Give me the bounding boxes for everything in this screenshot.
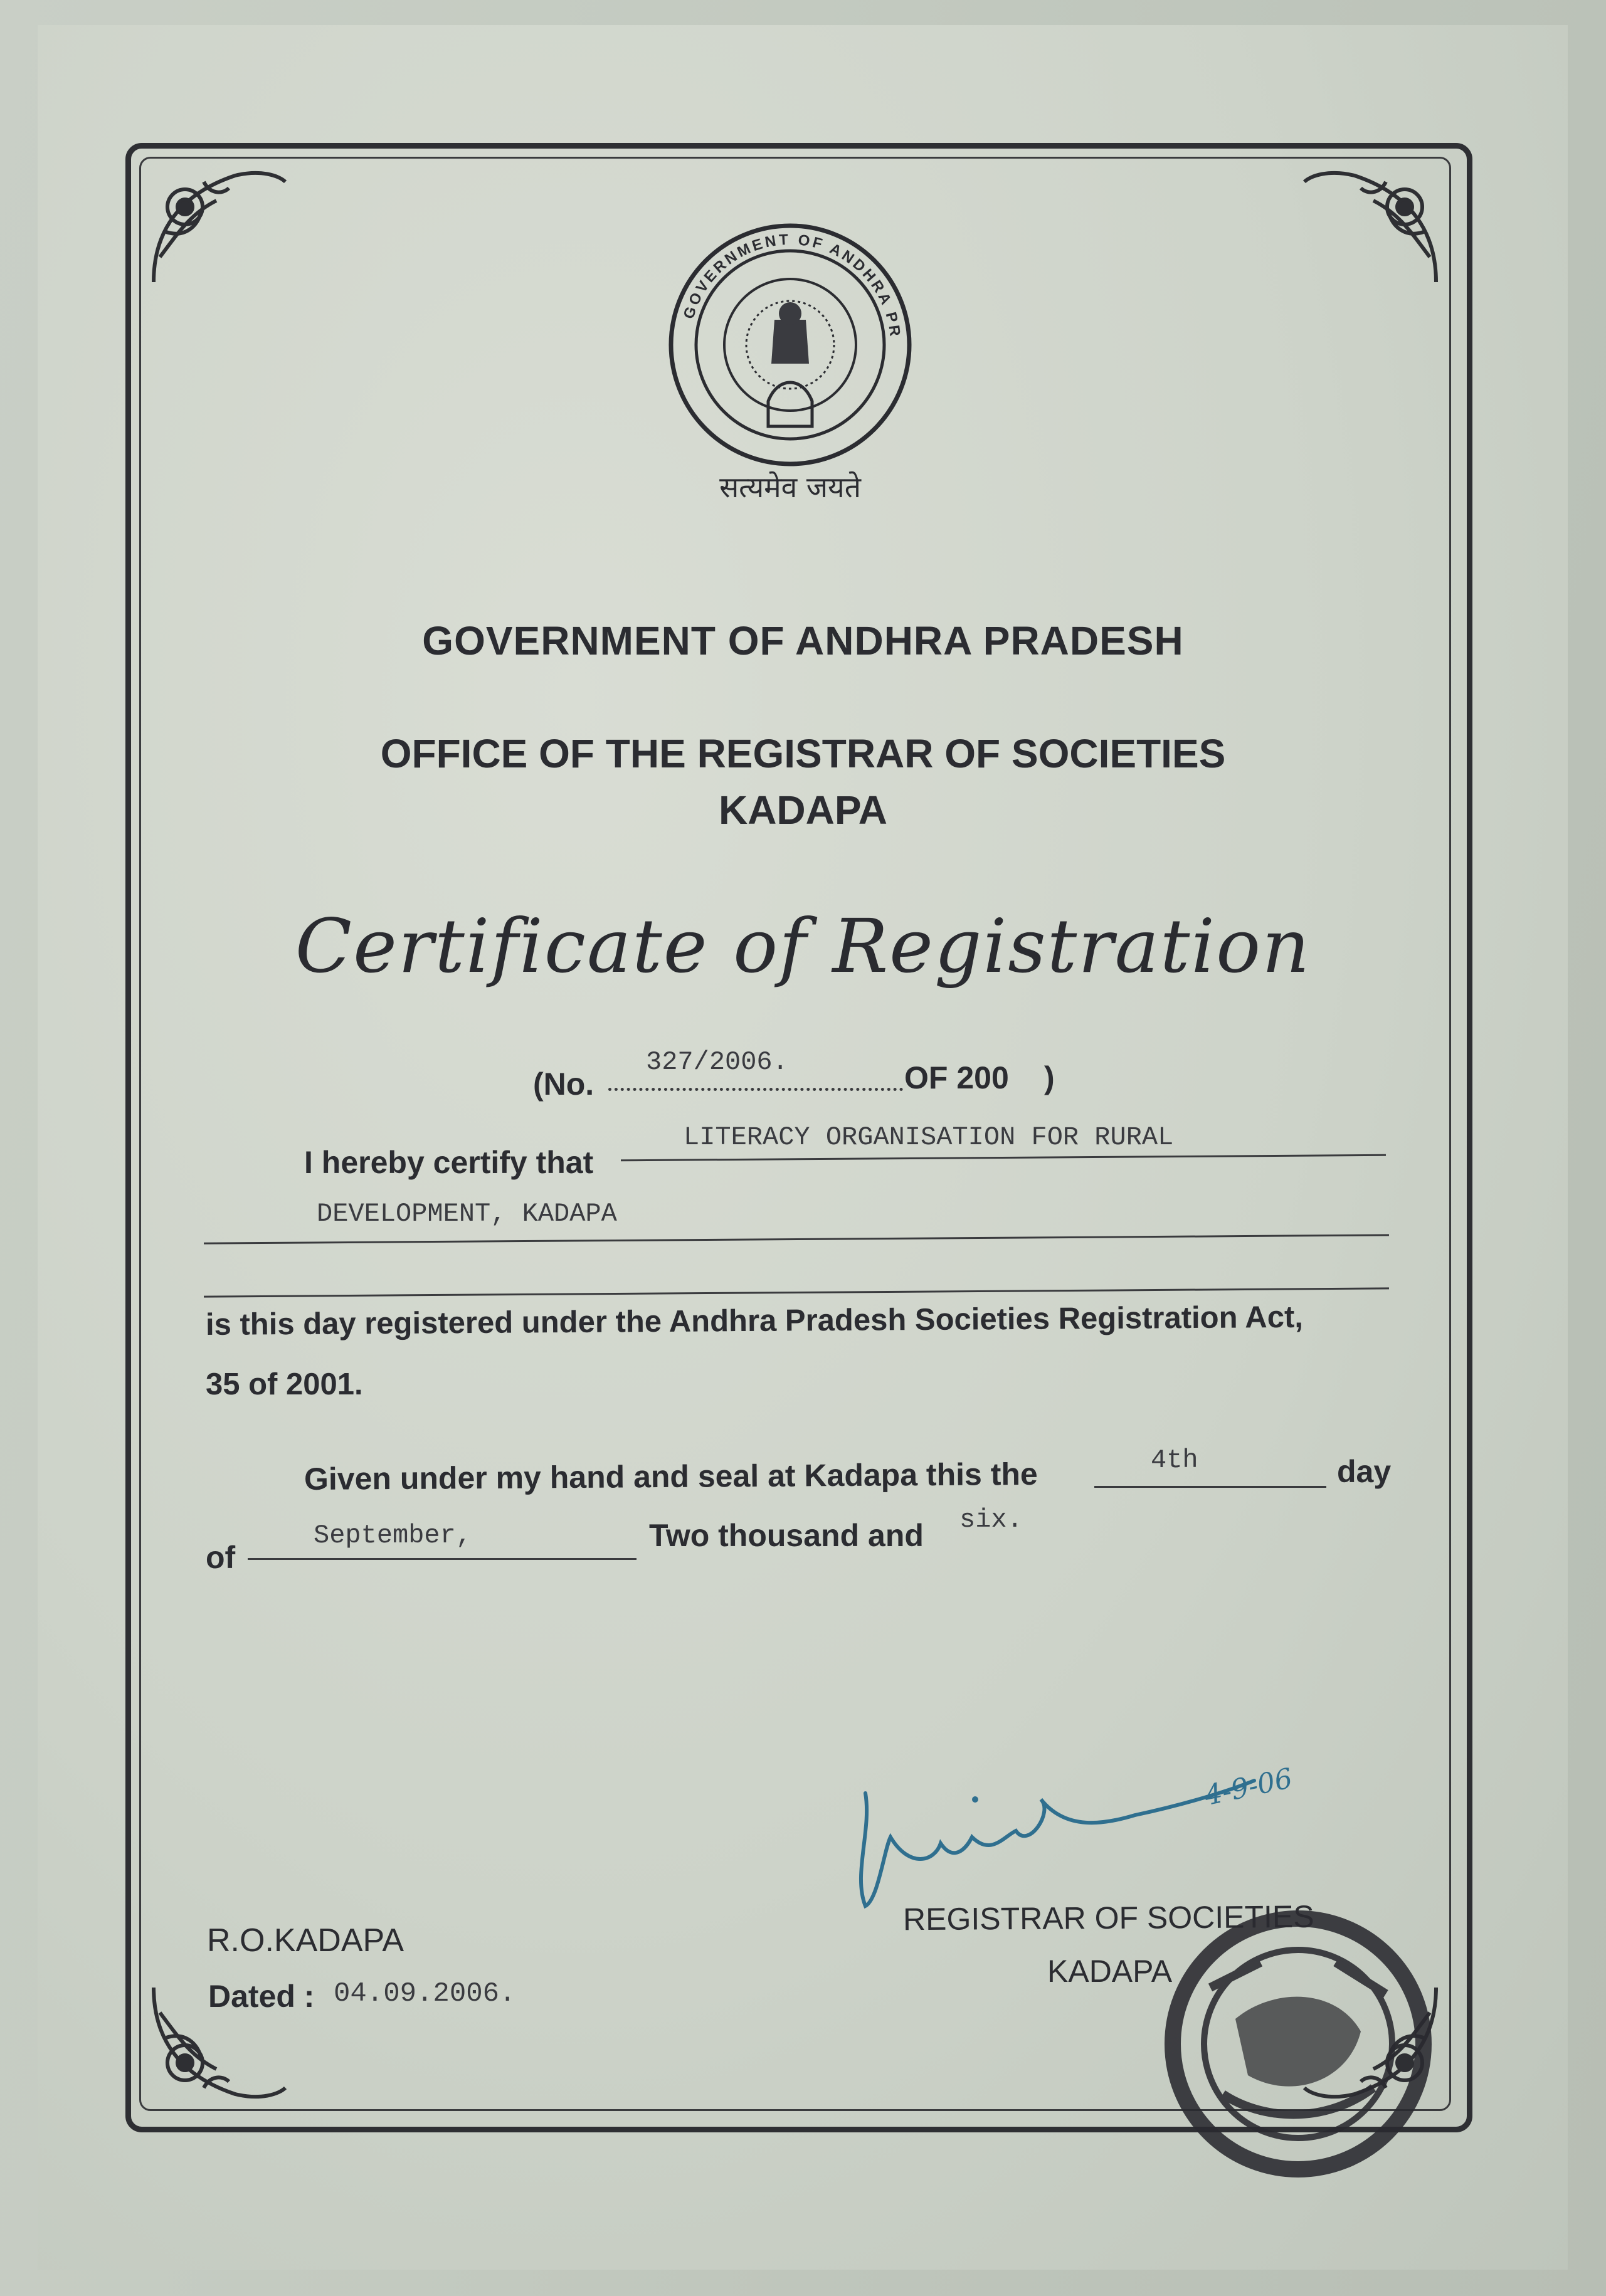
office-city: KADAPA bbox=[718, 787, 888, 833]
emblem-motto: सत्यमेव जयते bbox=[719, 470, 861, 504]
registrar-designation: REGISTRAR OF SOCIETIES bbox=[902, 1898, 1314, 1937]
number-close: ) bbox=[1044, 1060, 1055, 1095]
emblem-ring-text: GOVERNMENT OF ANDHRA PR bbox=[680, 231, 904, 340]
month-value: September, bbox=[314, 1520, 472, 1551]
corner-ornament-top-left bbox=[141, 157, 292, 307]
number-prefix: (No. bbox=[533, 1066, 594, 1102]
corner-ornament-top-right bbox=[1298, 157, 1449, 307]
registration-text-line-1: is this day registered under the Andhra Pradesh Societies Registration Act, bbox=[205, 1300, 1304, 1342]
of-label: of bbox=[206, 1540, 236, 1575]
year-text: Two thousand and bbox=[649, 1518, 924, 1553]
registration-number: 327/2006. bbox=[646, 1047, 788, 1077]
office-code: R.O.KADAPA bbox=[207, 1922, 404, 1959]
dated-label: Dated : bbox=[208, 1979, 315, 2014]
government-heading: GOVERNMENT OF ANDHRA PRADESH bbox=[422, 618, 1184, 663]
month-line bbox=[248, 1558, 637, 1560]
day-label: day bbox=[1337, 1454, 1392, 1489]
certificate-title: Certificate of Registration bbox=[295, 903, 1311, 989]
registrar-city: KADAPA bbox=[1047, 1954, 1173, 1989]
number-dotted-line bbox=[608, 1088, 903, 1091]
day-value: 4th bbox=[1151, 1445, 1198, 1475]
society-name-line-1: LITERACY ORGANISATION FOR RURAL bbox=[684, 1122, 1174, 1152]
office-heading: OFFICE OF THE REGISTRAR OF SOCIETIES bbox=[380, 731, 1226, 776]
given-text: Given under my hand and seal at Kadapa this the bbox=[304, 1456, 1038, 1497]
society-name-line-2: DEVELOPMENT, KADAPA bbox=[317, 1199, 617, 1229]
certify-label: I hereby certify that bbox=[304, 1145, 594, 1180]
day-line bbox=[1094, 1486, 1326, 1488]
number-suffix: OF 200 bbox=[904, 1060, 1009, 1095]
office-round-stamp bbox=[1148, 1893, 1449, 2194]
registration-text-line-2: 35 of 2001. bbox=[206, 1367, 363, 1401]
signature-date: 4-9-06 bbox=[1202, 1762, 1296, 1813]
year-value: six. bbox=[959, 1505, 1023, 1535]
dated-value: 04.09.2006. bbox=[334, 1978, 516, 2009]
